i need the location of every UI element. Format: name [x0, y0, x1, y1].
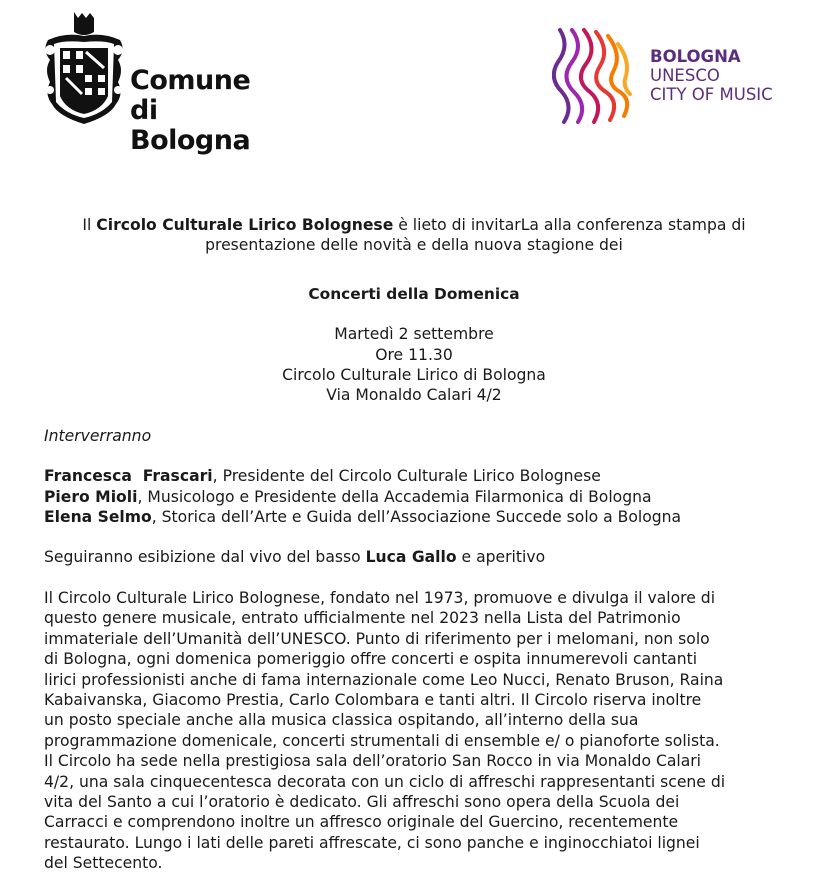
comune-line-1: Comune [130, 65, 251, 96]
invitation-body [44, 215, 784, 874]
speaker-name: Francesca Frascari [44, 467, 213, 486]
speaker-role: , Storica dell’Arte e Guida dell’Associazione Succede solo a Bologna [151, 508, 682, 527]
music-waves-icon [552, 26, 636, 126]
performance-pre: Seguiranno esibizione dal vivo del basso [44, 548, 366, 567]
description-line: questo genere musicale, entrato ufficialmente nel 2023 nella Lista del Patrimonio [44, 609, 681, 628]
speaker-name: Piero Mioli [44, 487, 138, 506]
event-time: Ore 11.30 [375, 345, 453, 364]
description-line: restaurato. Lungo i lati delle pareti affrescate, ci sono panche e inginocchiatoi lignei [44, 833, 700, 852]
description-line: un posto speciale anche alla musica classica ospitando, all’interno della sua [44, 711, 639, 730]
description-line: Carracci e comprendono inoltre un affresco originale del Guercino, recentemente [44, 813, 679, 832]
description-line: del Settecento. [44, 854, 163, 873]
comune-di-bologna-logo [42, 10, 282, 156]
comune-di-bologna-wordmark [130, 66, 282, 156]
speaker-line [44, 487, 784, 507]
speaker-line [44, 466, 784, 486]
speaker-role: , Presidente del Circolo Culturale Lirico Bolognese [212, 467, 601, 486]
speakers-heading: Interverranno [44, 426, 152, 445]
unesco-line-3: CITY OF MUSIC [650, 85, 773, 104]
letterhead [0, 0, 813, 156]
description-line: di Bologna, ogni domenica pomeriggio offre concerti e ospita innumerevoli cantanti [44, 650, 698, 669]
performance-line [44, 547, 784, 567]
description-line: immateriale dell’Umanità dell’UNESCO. Punto di riferimento per i melomani, non solo [44, 629, 710, 648]
bologna-crest-icon [42, 10, 126, 128]
description-line: 4/2, una sala cinquecentesca decorata con un ciclo di affreschi rappresentanti scene di [44, 772, 726, 791]
invite-line-1-pre: Il [82, 216, 97, 234]
speaker-name: Elena Selmo [44, 508, 152, 527]
description-line: programmazione domenicale, concerti strumentali di ensemble e/ o pianoforte solista. [44, 731, 720, 750]
invite-line-2: presentazione delle novità e della nuova stagione dei [205, 236, 623, 255]
performance-post: e aperitivo [456, 548, 546, 567]
performer-name: Luca Gallo [365, 548, 457, 567]
invite-line-1-post: è lieto di invitarLa alla conferenza stampa di [393, 216, 746, 234]
unesco-line-1: BOLOGNA [650, 47, 741, 66]
event-title: Concerti della Domenica [308, 284, 520, 303]
event-venue: Circolo Culturale Lirico di Bologna [282, 366, 546, 385]
unesco-wordmark [650, 47, 773, 104]
event-address: Via Monaldo Calari 4/2 [326, 386, 502, 405]
description-line: Il Circolo Culturale Lirico Bolognese, fondato nel 1973, promuove e divulga il valore di [44, 588, 716, 607]
unesco-line-2: UNESCO [650, 66, 720, 85]
speaker-role: , Musicologo e Presidente della Accademia Filarmonica di Bologna [137, 487, 652, 506]
organizer-name: Circolo Culturale Lirico Bolognese [96, 216, 394, 234]
speaker-line [44, 507, 784, 527]
description-line: Kabaivanska, Giacomo Prestia, Carlo Colombara e tanti altri. Il Circolo riserva inoltre [44, 690, 702, 709]
event-date: Martedì 2 settembre [334, 325, 494, 344]
bologna-unesco-city-of-music-logo [552, 26, 792, 126]
description-line: Il Circolo ha sede nella prestigiosa sala dell’oratorio San Rocco in via Monaldo Calari [44, 752, 702, 771]
comune-line-2: di Bologna [130, 95, 251, 156]
description-line: lirici professionisti anche di fama internazionale come Leo Nucci, Renato Bruson, Raina [44, 670, 724, 689]
description-paragraph [44, 588, 784, 874]
description-line: vita del Santo a cui l’oratorio è dedicato. Gli affreschi sono opera della Scuola dei [44, 792, 680, 811]
invite-line-1 [44, 215, 784, 235]
